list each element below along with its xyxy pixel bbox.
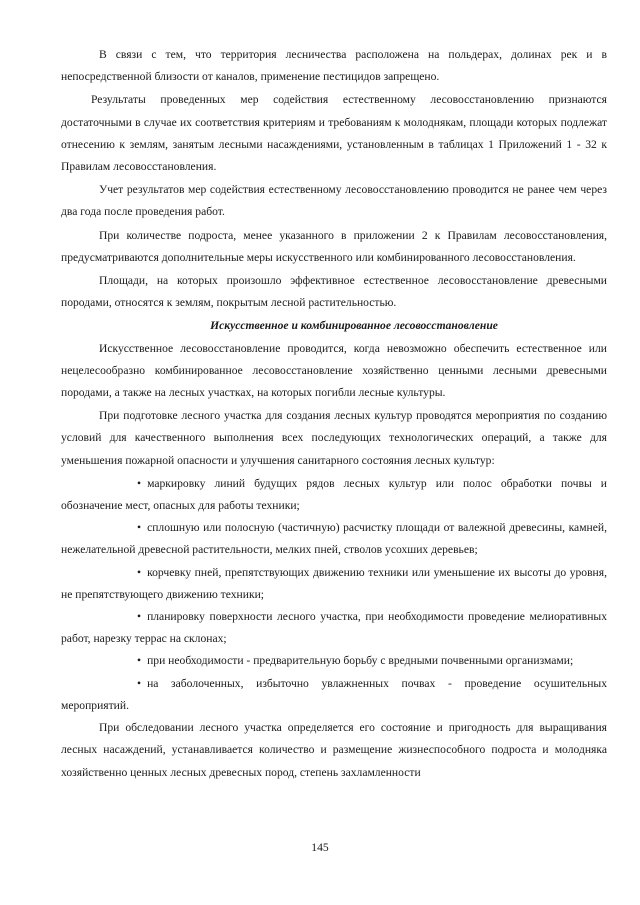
bullet-icon: • [137, 521, 142, 535]
paragraph: В связи с тем, что территория лесничества расположена на польдерах, долинах рек и в непосредственной близости от каналов, применение пестицидов запрещено. [61, 48, 607, 84]
paragraph: При обследовании лесного участка определяется его состояние и пригодность для выращивания лесных насаждений, устанавливается количество и размещение жизнеспособного подроста и молодняка хозяйственно ценных лесных древесных пород, степень захламленности [61, 721, 607, 779]
list-item [61, 673, 607, 717]
list-item-text: планировку поверхности лесного участка, при необходимости проведение мелиоративных работ, нарезку террас на склонах; [61, 610, 607, 646]
paragraph: При количестве подроста, менее указанного в приложении 2 к Правилам лесовосстановления, предусматриваются дополнительные меры искусственного или комбинированного лесовосстановления. [61, 228, 607, 264]
list-item [61, 517, 607, 561]
list-item [61, 650, 607, 672]
paragraph: Результаты проведенных мер содействия естественному лесовосстановлению признаются достаточными в случае их соответствия критериям и требованиям к молоднякам, площади которых подлежат отнесению к землям, занятым лесными насаждениями, установленным в таблицах 1 Приложений 1 - 32 к Правилам лесовосстановления. [61, 93, 607, 174]
paragraph: При подготовке лесного участка для создания лесных культур проводятся мероприятия по созданию условий для качественного выполнения всех последующих технологических операций, а также для уменьшения пожарной опасности и улучшения санитарного состояния лесных культур: [61, 409, 607, 467]
bullet-icon: • [137, 610, 142, 624]
list-item-text: на заболоченных, избыточно увлажненных почвах - проведение осушительных мероприятий. [61, 676, 607, 712]
page-number: 145 [311, 841, 329, 854]
list-item-text: сплошную или полосную (частичную) расчистку площади от валежной древесины, камней, нежелательной древесной растительности, мелких пней, стволов усохших деревьев; [61, 521, 607, 557]
bullet-icon: • [137, 476, 142, 490]
list-item [61, 473, 607, 517]
list-item-text: корчевку пней, препятствующих движению техники или уменьшение их высоты до уровня, не препятствующего движению техники; [61, 565, 607, 601]
bullet-icon: • [137, 654, 142, 668]
bullet-icon: • [137, 676, 142, 690]
list-item-text: маркировку линий будущих рядов лесных культур или полос обработки почвы и обозначение мест, опасных для работы техники; [61, 476, 607, 513]
list-item-text: при необходимости - предварительную борьбу с вредными почвенными организмами; [147, 654, 574, 668]
document-page [61, 44, 607, 785]
list-item [61, 562, 607, 606]
section-heading: Искусственное и комбинированное лесовосстановление [210, 319, 498, 333]
bullet-icon: • [137, 565, 142, 579]
paragraph: Искусственное лесовосстановление проводится, когда невозможно обеспечить естественное или нецелесообразно комбинированное лесовосстановление хозяйственно ценными лесными древесными породами, а также на лесных участках, на которых погибли лесные культуры. [61, 341, 607, 400]
list-item [61, 606, 607, 650]
paragraph: Учет результатов мер содействия естественному лесовосстановлению проводится не ранее чем через два года после проведения работ. [61, 183, 607, 219]
paragraph: Площади, на которых произошло эффективное естественное лесовосстановление древесными породами, относятся к землям, покрытым лесной растительностью. [61, 274, 607, 310]
